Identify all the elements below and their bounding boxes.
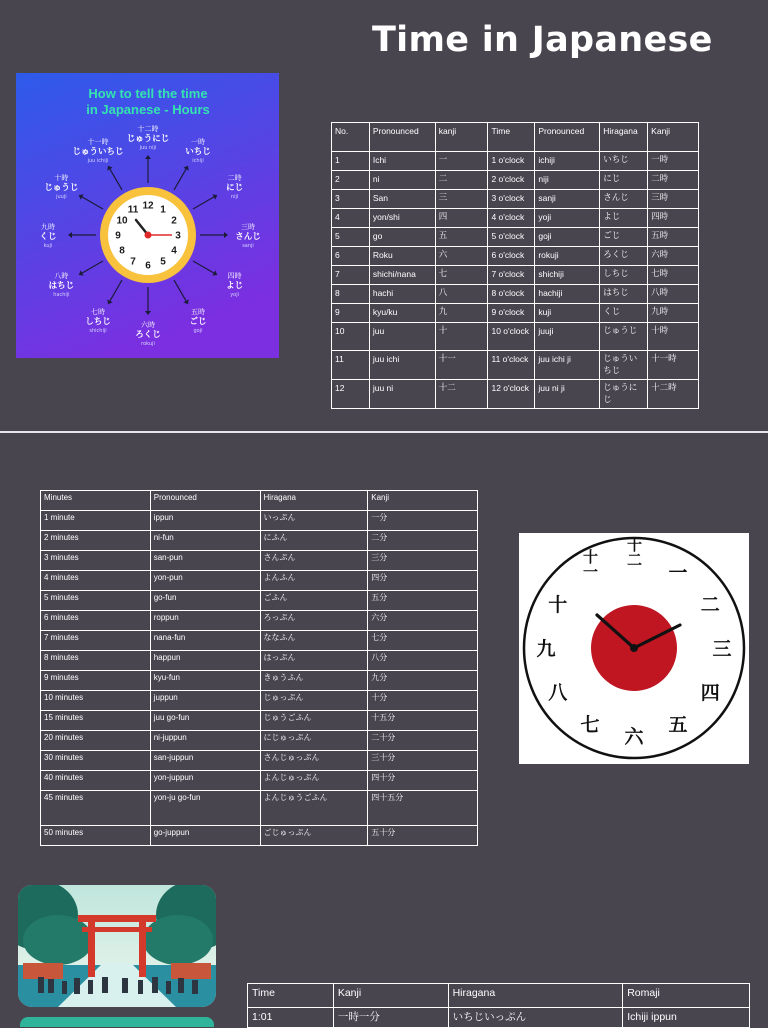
hours-table-cell: 7 [332,266,370,285]
hour-label-kana: じゅういちじ [72,147,124,158]
minutes-table-cell: さんぷん [260,551,368,571]
hours-table-cell: 10 o'clock [488,323,535,351]
hours-table-cell: juu ni [369,380,435,409]
hour-label-kanji: 一時 [191,138,205,147]
hours-table-cell: 8 [332,285,370,304]
kanji-numeral: 七 [580,714,600,737]
hours-table-row [332,266,699,285]
hours-table-cell: 五時 [648,228,699,247]
hours-table-header-row [332,123,699,152]
hour-label-kana: じゅうにじ [126,134,170,144]
hours-table-cell: じゅうにじ [600,380,648,409]
hours-table-cell: 一時 [648,152,699,171]
hours-table-cell: 十時 [648,323,699,351]
hours-table-header-cell: Hiragana [600,123,648,152]
kanji-numeral: 十 [548,594,568,616]
minutes-table-row [41,631,478,651]
hours-table-cell: San [369,190,435,209]
second-image-edge [20,1017,214,1027]
minutes-table-row [41,731,478,751]
hours-table-cell: hachiji [535,285,600,304]
hour-label-romaji: kuji [43,243,53,249]
kanji-numeral: 一 [668,561,688,584]
hours-table-cell: juu ni ji [535,380,600,409]
minutes-table-cell: san-pun [150,551,260,571]
hours-dial-number: 3 [175,230,181,242]
hours-table-cell: 2 [332,171,370,190]
hours-table-cell: ごじ [600,228,648,247]
hours-table-cell: 十 [435,323,488,351]
hour-label-kanji: 七時 [91,307,105,316]
hours-table-cell: 十一 [435,351,488,380]
hours-dial-number: 7 [130,256,136,268]
minutes-table-row [41,671,478,691]
minutes-table-header-cell: Hiragana [260,491,368,511]
minutes-table-header-row [41,491,478,511]
minutes-table-row [41,551,478,571]
minutes-table-cell: いっぷん [260,511,368,531]
hours-table-header-cell: kanji [435,123,488,152]
hours-table-cell: shichi/nana [369,266,435,285]
minutes-table-cell: ごじゅっぷん [260,826,368,846]
hours-clock-image [16,73,279,358]
hours-table-cell: はちじ [600,285,648,304]
kanji-numeral: 六 [624,726,644,748]
hours-dial-number: 11 [127,204,139,216]
hour-label-romaji: juu niji [139,145,157,151]
minutes-table-row [41,511,478,531]
hours-table-row [332,247,699,266]
minutes-table-cell: ななふん [260,631,368,651]
hours-table-cell: しちじ [600,266,648,285]
hours-table-cell: 8 o'clock [488,285,535,304]
hours-table-cell: 11 [332,351,370,380]
minutes-table-cell: 2 minutes [41,531,151,551]
hours-table-cell: 三時 [648,190,699,209]
hour-label-romaji: shichiji [89,327,107,334]
hours-table-header-cell: Time [488,123,535,152]
hour-label-kanji: 六時 [141,321,155,329]
hours-table-cell: go [369,228,435,247]
minutes-table-cell: 1 minute [41,511,151,531]
hours-table-cell: goji [535,228,600,247]
minutes-table-cell: 十分 [368,691,478,711]
minutes-table-row [41,651,478,671]
hours-table-cell: ichiji [535,152,600,171]
hours-table-cell: くじ [600,304,648,323]
hour-label-kanji: 九時 [41,223,55,231]
minutes-table-cell: さんじゅっぷん [260,751,368,771]
hour-label-romaji: juu ichiji [87,158,109,165]
hours-table-cell: 九 [435,304,488,323]
minutes-table-header-cell: Minutes [41,491,151,511]
example-table-row [248,1008,750,1028]
hours-table-cell: いちじ [600,152,648,171]
example-table-cell: いちじいっぷん [448,1008,623,1028]
hour-label-kana: じゅうじ [44,183,79,193]
minutes-table-cell: ippun [150,511,260,531]
minutes-table-row [41,571,478,591]
hours-table-cell: kyu/ku [369,304,435,323]
hours-dial-number: 9 [115,230,121,242]
hours-table-cell: sanji [535,190,600,209]
hour-label-kana: いちじ [185,147,211,158]
hours-table-cell: じゅうじ [600,323,648,351]
torii-gate-image [18,885,216,1007]
hours-table-cell: じゅういちじ [600,351,648,380]
minutes-table-cell: roppun [150,611,260,631]
hours-table-cell: 9 [332,304,370,323]
hours-table-cell: 7 o'clock [488,266,535,285]
hour-label-romaji: ichiji [192,158,204,165]
minutes-table-cell: よんふん [260,571,368,591]
kanji-clock-image [519,533,749,764]
kanji-numeral: 二 [700,594,720,616]
minutes-table-cell: yon-juppun [150,771,260,791]
minutes-table-row [41,531,478,551]
hour-label-kana: にじ [226,183,244,193]
minutes-table-cell: よんじゅうごふん [260,791,368,826]
hour-label-kana: はちじ [48,281,75,291]
hours-table-cell: 3 [332,190,370,209]
hour-label-kana: ろくじ [135,330,161,340]
hours-table-cell: ni [369,171,435,190]
hours-table-cell: 五 [435,228,488,247]
example-table-header-row [248,984,750,1008]
minutes-table-cell: 3 minutes [41,551,151,571]
hour-label-kana: くじ [39,232,57,242]
hour-label-kanji: 八時 [54,272,69,280]
hour-label-kana: しちじ [85,316,111,327]
hours-table-header-cell: Kanji [648,123,699,152]
kanji-numeral: 三 [712,638,732,660]
hours-table-row [332,228,699,247]
hour-label-kanji: 十時 [54,174,69,182]
minutes-table-cell: きゅうふん [260,671,368,691]
hours-table-cell: さんじ [600,190,648,209]
minutes-table-cell: はっぷん [260,651,368,671]
hour-label-romaji: rokuji [141,341,155,347]
hours-dial-number: 4 [171,245,177,257]
hours-table-cell: rokuji [535,247,600,266]
minutes-table [40,490,478,846]
minutes-table-cell: 5 minutes [41,591,151,611]
hours-table-cell: 十二時 [648,380,699,409]
hours-table-cell: Ichi [369,152,435,171]
example-table-cell: 一時一分 [333,1008,448,1028]
hours-table-row [332,380,699,409]
hours-table-row [332,285,699,304]
minutes-table-cell: 9 minutes [41,671,151,691]
hours-dial-number: 5 [160,256,166,268]
minutes-table-header-cell: Kanji [368,491,478,511]
minutes-table-cell: yon-ju go-fun [150,791,260,826]
kanji-numeral: 十一 [581,548,599,579]
hours-table-cell: juu [369,323,435,351]
example-table-header-cell: Hiragana [448,984,623,1008]
hour-label-kanji: 五時 [191,307,205,316]
hours-table-cell: 6 o'clock [488,247,535,266]
kanji-numeral: 九 [536,638,556,660]
hours-table-row [332,304,699,323]
example-table-header-cell: Kanji [333,984,448,1008]
hours-heading-line2: in Japanese - Hours [86,102,210,117]
hours-table-cell: 3 o'clock [488,190,535,209]
minutes-table-cell: 20 minutes [41,731,151,751]
minutes-table-cell: よんじゅっぷん [260,771,368,791]
minutes-table-cell: ごふん [260,591,368,611]
minutes-table-cell: 二分 [368,531,478,551]
hours-table-cell: 八時 [648,285,699,304]
hours-table-cell: 6 [332,247,370,266]
minutes-table-cell: 15 minutes [41,711,151,731]
hours-table-cell: 十二 [435,380,488,409]
minutes-table-cell: にふん [260,531,368,551]
hours-table-cell: juu ichi ji [535,351,600,380]
example-table-cell: 1:01 [248,1008,334,1028]
hours-dial-number: 2 [171,215,177,227]
minutes-table-cell: 二十分 [368,731,478,751]
minutes-table-cell: 7 minutes [41,631,151,651]
hours-table-header-cell: No. [332,123,370,152]
minutes-table-cell: 30 minutes [41,751,151,771]
minutes-table-cell: 4 minutes [41,571,151,591]
minutes-table-cell: ni-fun [150,531,260,551]
hour-label-romaji: juuji [56,194,67,200]
minutes-table-cell: happun [150,651,260,671]
minutes-table-cell: 七分 [368,631,478,651]
hours-table-cell: 一 [435,152,488,171]
kanji-numeral: 四 [700,682,720,704]
hours-table-cell: 二時 [648,171,699,190]
kanji-numeral: 五 [668,714,688,737]
hours-table-cell: 10 [332,323,370,351]
hour-label-romaji: goji [193,327,203,334]
minutes-table-row [41,691,478,711]
minutes-table-cell: 6 minutes [41,611,151,631]
minutes-table-cell: san-juppun [150,751,260,771]
hours-table-cell: yon/shi [369,209,435,228]
minutes-table-row [41,611,478,631]
minutes-table-cell: 45 minutes [41,791,151,826]
hours-table-cell: 四 [435,209,488,228]
hour-label-kanji: 二時 [227,174,242,182]
minutes-table-cell: 四分 [368,571,478,591]
hours-table-header-cell: Pronounced [369,123,435,152]
hours-table-cell: 5 [332,228,370,247]
hours-table-cell: 七 [435,266,488,285]
minutes-table-row [41,711,478,731]
minutes-table-row [41,791,478,826]
minutes-table-cell: 10 minutes [41,691,151,711]
page-title: Time in Japanese [372,20,713,60]
hours-heading-line1: How to tell the time [88,86,208,101]
hours-table-row [332,152,699,171]
minutes-table-cell: 50 minutes [41,826,151,846]
minutes-table-cell: 三十分 [368,751,478,771]
minutes-table-cell: 8 minutes [41,651,151,671]
hours-table-row [332,323,699,351]
hours-table-header-cell: Pronounced [535,123,600,152]
hour-label-romaji: niji [230,194,239,200]
minutes-table-cell: 十五分 [368,711,478,731]
hours-table-cell: shichiji [535,266,600,285]
hour-label-romaji: sanji [242,243,254,249]
hours-table-cell: 4 o'clock [488,209,535,228]
hours-table-cell: 九時 [648,304,699,323]
minutes-table-cell: にじゅっぷん [260,731,368,751]
minutes-table-cell: 40 minutes [41,771,151,791]
minutes-table-row [41,826,478,846]
hour-label-kana: よじ [226,281,244,291]
hours-dial-number: 10 [116,215,128,227]
hours-table-cell: 1 o'clock [488,152,535,171]
minutes-table-cell: nana-fun [150,631,260,651]
minutes-table-cell: juu go-fun [150,711,260,731]
hour-label-kanji: 十二時 [137,125,159,133]
hours-table-cell: 12 [332,380,370,409]
hours-table-cell: 12 o'clock [488,380,535,409]
minutes-table-cell: 八分 [368,651,478,671]
hours-table-cell: 八 [435,285,488,304]
hours-table-cell: 二 [435,171,488,190]
hours-table-cell: juuji [535,323,600,351]
hours-table-cell: よじ [600,209,648,228]
minutes-table-header-cell: Pronounced [150,491,260,511]
hours-table-cell: 11 o'clock [488,351,535,380]
minutes-table-cell: yon-pun [150,571,260,591]
example-table-header-cell: Time [248,984,334,1008]
minutes-table-row [41,771,478,791]
hours-table-cell: Roku [369,247,435,266]
hours-table-row [332,209,699,228]
hours-table-cell: yoji [535,209,600,228]
hours-table-cell: 5 o'clock [488,228,535,247]
hour-label-romaji: yoji [230,292,240,298]
hours-table-cell: 六 [435,247,488,266]
hours-table-cell: hachi [369,285,435,304]
hour-label-kanji: 四時 [227,272,242,280]
minutes-table-cell: go-juppun [150,826,260,846]
hours-table-row [332,171,699,190]
hours-table-row [332,351,699,380]
minutes-table-cell: kyu-fun [150,671,260,691]
hours-dial-number: 1 [160,204,166,216]
minutes-table-cell: じゅっぷん [260,691,368,711]
minutes-table-cell: ni-juppun [150,731,260,751]
hours-table-cell: kuji [535,304,600,323]
hour-label-romaji: hachiji [53,292,70,298]
hours-table-cell: 七時 [648,266,699,285]
hours-table-cell: 4 [332,209,370,228]
minutes-table-cell: 一分 [368,511,478,531]
hour-label-kanji: 十一時 [87,138,109,147]
hours-table-cell: 四時 [648,209,699,228]
minutes-table-cell: 四十五分 [368,791,478,826]
hour-label-kanji: 三時 [241,223,255,231]
hours-dial-number: 6 [145,260,151,272]
hours-table-cell: 十一時 [648,351,699,380]
hours-table-cell: juu ichi [369,351,435,380]
example-table-cell: Ichiji ippun [623,1008,750,1028]
hours-table-cell: にじ [600,171,648,190]
example-time-table [247,983,750,1028]
hours-table-cell: 2 o'clock [488,171,535,190]
minutes-table-cell: 六分 [368,611,478,631]
minutes-table-row [41,591,478,611]
hours-dial-number: 12 [142,200,154,212]
hours-table-cell: 1 [332,152,370,171]
kanji-numeral: 八 [548,682,568,704]
minutes-table-cell: 三分 [368,551,478,571]
minutes-table-cell: 五分 [368,591,478,611]
kanji-numeral: 十二 [625,537,643,567]
minutes-table-cell: 九分 [368,671,478,691]
hours-dial-number: 8 [119,245,125,257]
minutes-table-cell: 五十分 [368,826,478,846]
hours-table [331,122,699,409]
minutes-table-cell: じゅうごふん [260,711,368,731]
section-divider [0,431,768,433]
hours-table-cell: 六時 [648,247,699,266]
hours-table-cell: ろくじ [600,247,648,266]
hours-table-row [332,190,699,209]
hour-label-kana: ごじ [189,316,207,327]
example-table-header-cell: Romaji [623,984,750,1008]
minutes-table-cell: 四十分 [368,771,478,791]
hours-table-cell: 三 [435,190,488,209]
minutes-table-cell: juppun [150,691,260,711]
minutes-table-cell: go-fun [150,591,260,611]
minutes-table-cell: ろっぷん [260,611,368,631]
hour-label-kana: さんじ [235,232,261,242]
hours-table-cell: niji [535,171,600,190]
minutes-table-row [41,751,478,771]
hours-table-cell: 9 o'clock [488,304,535,323]
